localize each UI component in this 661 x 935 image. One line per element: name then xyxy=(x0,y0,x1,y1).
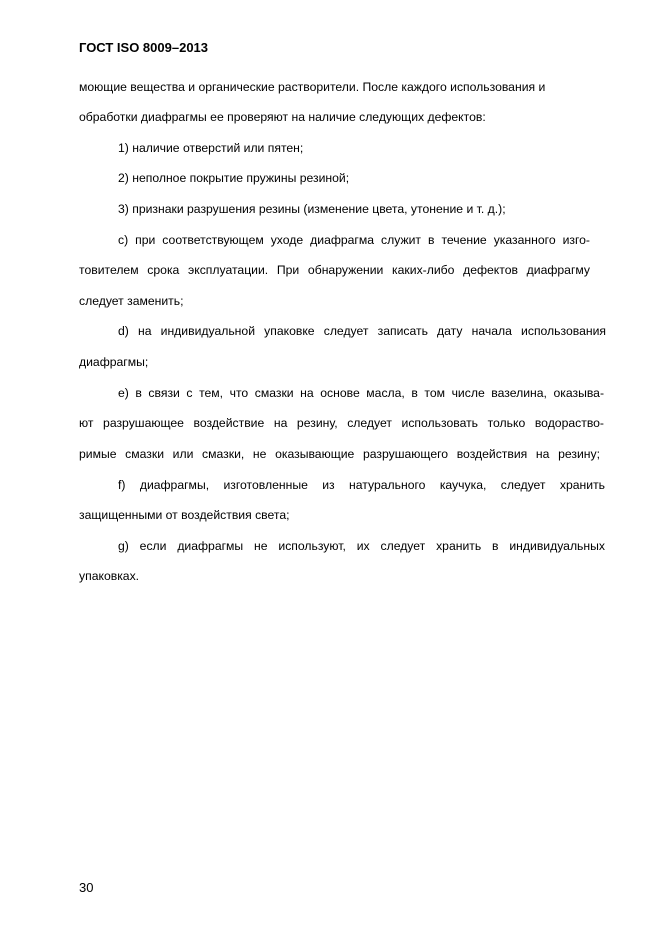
list-item: 1) наличие отверстий или пятен; xyxy=(118,141,304,155)
list-item: 2) неполное покрытие пружины резиной; xyxy=(118,171,350,185)
text-line: диафрагмы; xyxy=(79,355,149,369)
text-line: римые смазки или смазки, не оказывающие разрушающего воздействия на резину; xyxy=(79,447,600,461)
text-line: e) в связи с тем, что смазки на основе масла, в том числе вазелина, оказыва- xyxy=(118,386,604,400)
text-line: обработки диафрагмы ее проверяют на наличие следующих дефектов: xyxy=(79,110,486,124)
text-line: моющие вещества и органические растворители. После каждого использования и xyxy=(79,80,546,94)
document-header: ГОСТ ISO 8009–2013 xyxy=(79,40,209,55)
text-line: f) диафрагмы, изготовленные из натурального каучука, следует хранить xyxy=(118,478,605,492)
text-line: g) если диафрагмы не используют, их следует хранить в индивидуальных xyxy=(118,539,605,553)
text-line: следует заменить; xyxy=(79,294,184,308)
list-item: 3) признаки разрушения резины (изменение цвета, утонение и т. д.); xyxy=(118,202,506,216)
text-line: товителем срока эксплуатации. При обнаружении каких-либо дефектов диафрагму xyxy=(79,263,590,277)
text-line: c) при соответствующем уходе диафрагма служит в течение указанного изго- xyxy=(118,233,590,247)
text-line: защищенными от воздействия света; xyxy=(79,508,290,522)
text-line: ют разрушающее воздействие на резину, следует использовать только водораство- xyxy=(79,416,604,430)
text-line: упаковках. xyxy=(79,569,140,583)
text-line: d) на индивидуальной упаковке следует записать дату начала использования xyxy=(118,324,606,338)
page-number: 30 xyxy=(79,880,94,895)
